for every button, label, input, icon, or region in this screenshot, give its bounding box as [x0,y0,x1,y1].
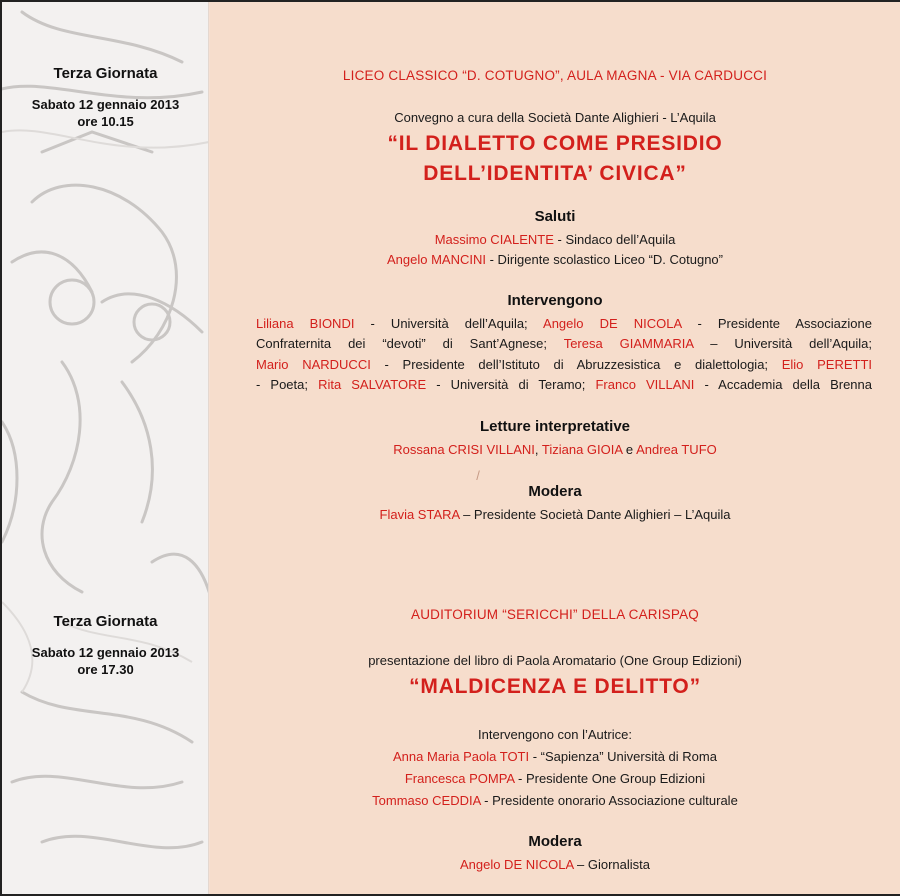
sidebar-event-1-date: Sabato 12 gennaio 2013 [31,97,180,112]
speaker-name: Elio PERETTI [781,357,873,372]
event1-subtitle: Convegno a cura della Società Dante Alighieri - L’Aquila [394,110,716,125]
speaker-role: - Presidente dell’Istituto di Abruzzesistica e dialettologia; [370,357,782,372]
event2-speaker-3 [210,793,900,808]
speaker-name: Massimo CIALENTE [434,232,554,247]
moderator-name: Flavia STARA [379,507,460,522]
speaker-name: Angelo DE NICOLA [543,316,682,331]
sidebar-event-1-title: Terza Giornata [53,65,158,82]
intervengono-line [256,316,872,331]
reader-name: Andrea TUFO [636,442,717,457]
separator-text: e [622,442,637,457]
sidebar-event-2-time: ore 17.30 [77,662,134,677]
event2-venue: AUDITORIUM “SERICCHI” DELLA CARISPAQ [411,607,699,622]
speaker-role: - Poeta; [256,377,319,392]
sidebar-event-1-time: ore 10.15 [77,114,134,129]
speaker-role: - Dirigente scolastico Liceo “D. Cotugno” [489,252,723,267]
sidebar-event-2-date: Sabato 12 gennaio 2013 [31,645,180,660]
speaker-role: - Accademia della Brenna [694,377,872,392]
event2-modera-heading: Modera [528,833,582,850]
intervengono-line [256,377,872,392]
speaker-name: Mario NARDUCCI [256,357,371,372]
sidebar-event-2 [2,613,209,678]
speaker-name: Rita SALVATORE [318,377,427,392]
event1-modera-line [210,507,900,522]
decorative-face-sketch [2,2,209,894]
speaker-role: - Sindaco dell’Aquila [557,232,676,247]
speaker-role: - Presidente onorario Associazione culturale [480,793,738,808]
speaker-name: Tommaso CEDDIA [372,793,481,808]
moderator-role: – Giornalista [573,857,651,872]
event2-speaker-2 [210,771,900,786]
event1-letture-heading: Letture interpretative [479,418,631,435]
speaker-name: Teresa GIAMMARIA [563,336,694,351]
speaker-role: – Università dell’Aquila; [693,336,873,351]
speaker-role: Confraternita dei “devoti” di Sant’Agnese; [256,336,564,351]
event2-title: “MALDICENZA E DELITTO” [409,675,701,698]
separator-text: , [534,442,542,457]
speaker-name: Anna Maria Paola TOTI [393,749,530,764]
event1-title-line1: “IL DIALETTO COME PRESIDIO [387,132,723,155]
event2-intro: Intervengono con l’Autrice: [478,727,632,742]
speaker-name: Liliana BIONDI [256,316,355,331]
speaker-role: - Università dell’Aquila; [354,316,544,331]
event1-modera-heading: Modera [528,483,582,500]
event1-letture-names [210,442,900,457]
moderator-name: Angelo DE NICOLA [459,857,574,872]
event1-intervengono-heading: Intervengono [507,292,603,309]
speaker-name: Angelo MANCINI [387,252,486,267]
main-content [210,2,900,894]
event1-title-line2: DELL’IDENTITA’ CIVICA” [423,162,687,185]
event1-venue: LICEO CLASSICO “D. COTUGNO”, AULA MAGNA - VIA CARDUCCI [342,68,768,83]
speaker-role: - Presidente One Group Edizioni [514,771,706,786]
speaker-role: - “Sapienza” Università di Roma [529,749,717,764]
speaker-role: - Università di Teramo; [426,377,596,392]
speaker-role: - Presidente Associazione [681,316,872,331]
reader-name: Rossana CRISI VILLANI [393,442,535,457]
speaker-name: Franco VILLANI [595,377,695,392]
moderator-role: – Presidente Società Dante Alighieri – L’Aquila [459,507,731,522]
event1-saluti-heading: Saluti [534,208,576,225]
sidebar-event-1 [2,65,209,130]
event1-saluti-item-2 [210,252,900,267]
sidebar [2,2,209,894]
event1-saluti-item-1 [210,232,900,247]
decorative-mark: / [476,468,480,483]
event2-modera-line [210,857,900,872]
reader-name: Tiziana GIOIA [541,442,623,457]
intervengono-line [256,336,872,351]
event2-subtitle: presentazione del libro di Paola Aromatario (One Group Edizioni) [368,653,742,668]
speaker-name: Francesca POMPA [404,771,515,786]
event2-speaker-1 [210,749,900,764]
intervengono-line [256,357,872,372]
sidebar-event-2-title: Terza Giornata [53,613,158,630]
